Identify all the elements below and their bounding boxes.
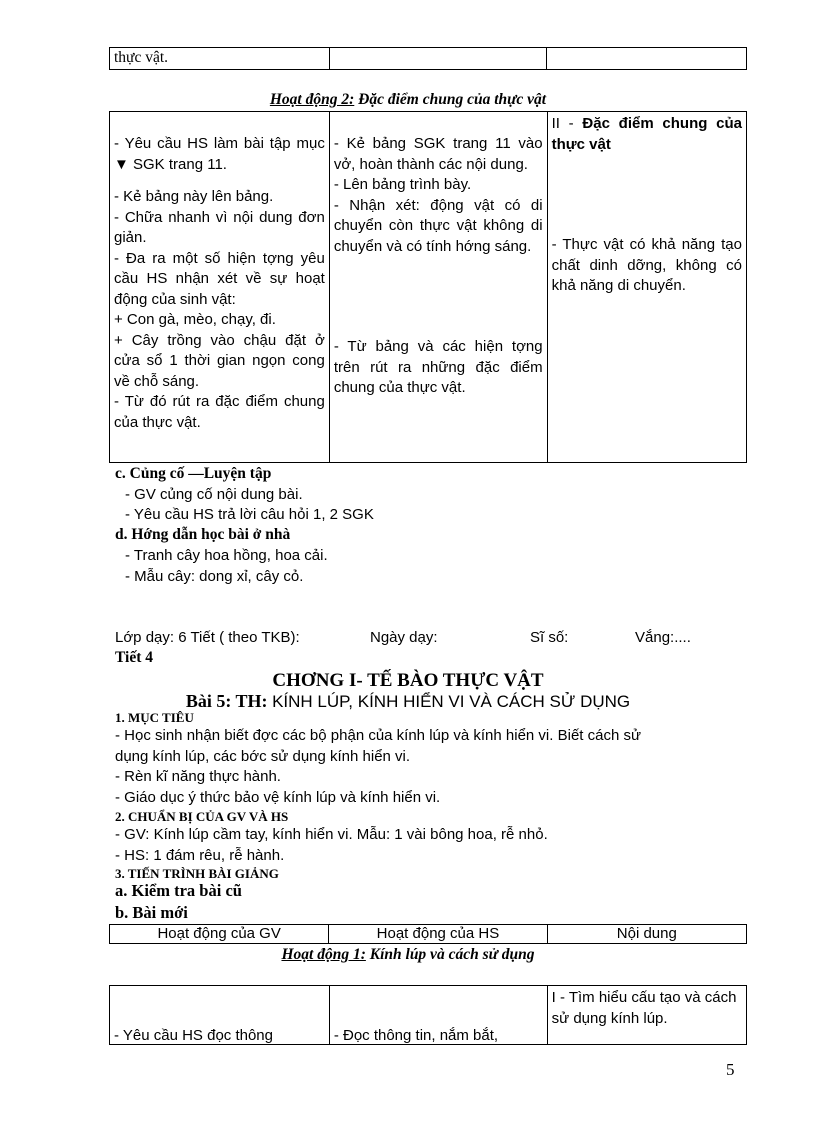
- nd-heading: II - Đặc điểm chung của thực vật: [551, 115, 742, 153]
- gv-item: - Yêu cầu HS làm bài tập mục ▼ SGK trang 11.: [114, 135, 325, 173]
- hs-item: - Lên bảng trình bày.: [333, 176, 472, 193]
- top-table: [109, 47, 747, 70]
- cung-co-heading: c. Củng cố —Luyện tập: [115, 465, 272, 482]
- muc-tieu-item: dụng kính lúp, các bớc sử dụng kính hiển vi.: [115, 748, 411, 765]
- huong-dan-item: - Tranh cây hoa hồng, hoa cải.: [125, 547, 328, 564]
- class-info-ngay: Ngày dạy:: [370, 629, 438, 646]
- gv-item: - Kẻ bảng này lên bảng.: [114, 188, 274, 205]
- hs-item: - Kẻ bảng SGK trang 11 vào vở, hoàn thành các nội dung.: [333, 135, 543, 173]
- huong-dan-heading: d. Hớng dẫn học bài ở nhà: [115, 526, 291, 543]
- gv-item: + Con gà, mèo, chạy, đi.: [114, 311, 276, 328]
- gv-item: - Đa ra một số hiện tợng yêu cầu HS nhận xét về sự hoạt động của sinh vật:: [114, 249, 325, 308]
- chuan-bi-item: - GV: Kính lúp cầm tay, kính hiển vi. Mẫu: 1 vài bông hoa, rễ nhỏ.: [115, 826, 548, 843]
- header-nd: Nội dung: [547, 925, 746, 944]
- act1-nd-cell: I - Tìm hiểu cấu tạo và cách sử dụng kính lúp.: [547, 986, 746, 1045]
- chapter-title: CHƠNG I- TẾ BÀO THỰC VẬT: [272, 670, 544, 691]
- header-table: [109, 924, 747, 944]
- gv-item: + Cây trồng vào chậu đặt ở cửa sổ 1 thời gian ngọn cong về chỗ sáng.: [114, 331, 325, 390]
- muc-tieu-item: - Giáo dục ý thức bảo vệ kính lúp và kính hiển vi.: [115, 789, 441, 806]
- cung-co-item: - GV củng cố nội dung bài.: [125, 486, 303, 503]
- hs-column: [329, 112, 547, 463]
- gv-column: [110, 112, 330, 463]
- activity-2-table: [109, 111, 747, 463]
- top-cell-nd: [547, 48, 747, 70]
- activity-2-heading: Hoạt động 2: Đặc điểm chung của thực vật: [269, 91, 547, 108]
- nd-text: - Thực vật có khả năng tạo chất dinh dỡng, không có khả năng di chuyển.: [551, 236, 742, 294]
- act1-hs-cell: - Đọc thông tin, nắm bắt,: [329, 986, 547, 1045]
- muc-tieu-heading: 1. MỤC TIÊU: [115, 710, 194, 725]
- header-hs: Hoạt động của HS: [329, 925, 547, 944]
- activity-1-table: [109, 985, 747, 1045]
- gv-item: - Từ đó rút ra đặc điểm chung của thực vật.: [114, 393, 325, 431]
- act1-gv-cell: - Yêu cầu HS đọc thông: [110, 986, 330, 1045]
- tien-trinh-heading: 3. TIẾN TRÌNH BÀI GIẢNG: [115, 866, 279, 881]
- muc-tieu-item: - Học sinh nhận biết đợc các bộ phận của kính lúp và kính hiển vi. Biết cách sử: [115, 727, 642, 744]
- tiet-label: Tiết 4: [115, 649, 154, 666]
- huong-dan-item: - Mẫu cây: dong xỉ, cây cỏ.: [125, 568, 304, 585]
- top-cell-hs: [329, 48, 547, 70]
- kiem-tra-heading: a. Kiểm tra bài cũ: [115, 881, 242, 900]
- class-info-si-so: Sĩ số:: [530, 629, 569, 646]
- chuan-bi-heading: 2. CHUẨN BỊ CỦA GV VÀ HS: [115, 809, 289, 824]
- class-info-lop: Lớp dạy: 6 Tiết ( theo TKB):: [115, 629, 300, 646]
- page-number: 5: [726, 1060, 735, 1079]
- hs-item: - Từ bảng và các hiện tợng trên rút ra những đặc điểm chung của thực vật.: [333, 338, 543, 396]
- top-cell-gv: thực vật.: [110, 48, 330, 70]
- gv-item: - Chữa nhanh vì nội dung đơn giản.: [114, 208, 325, 246]
- activity-1-heading: Hoạt động 1: Kính lúp và cách sử dụng: [281, 946, 535, 963]
- header-gv: Hoạt động của GV: [110, 925, 329, 944]
- chuan-bi-item: - HS: 1 đám rêu, rễ hành.: [115, 847, 285, 864]
- nd-column: [547, 112, 746, 463]
- bai-moi-heading: b. Bài mới: [115, 903, 188, 922]
- muc-tieu-item: - Rèn kĩ năng thực hành.: [115, 768, 281, 785]
- lesson-title: Bài 5: TH: KÍNH LÚP, KÍNH HIỂN VI VÀ CÁCH SỬ DỤNG: [185, 691, 631, 711]
- hs-item: - Nhận xét: động vật có di chuyển còn thực vật không di chuyển và có tính hớng sáng.: [333, 196, 543, 255]
- class-info-vang: Vắng:....: [635, 629, 691, 646]
- cung-co-item: - Yêu cầu HS trả lời câu hỏi 1, 2 SGK: [125, 506, 374, 523]
